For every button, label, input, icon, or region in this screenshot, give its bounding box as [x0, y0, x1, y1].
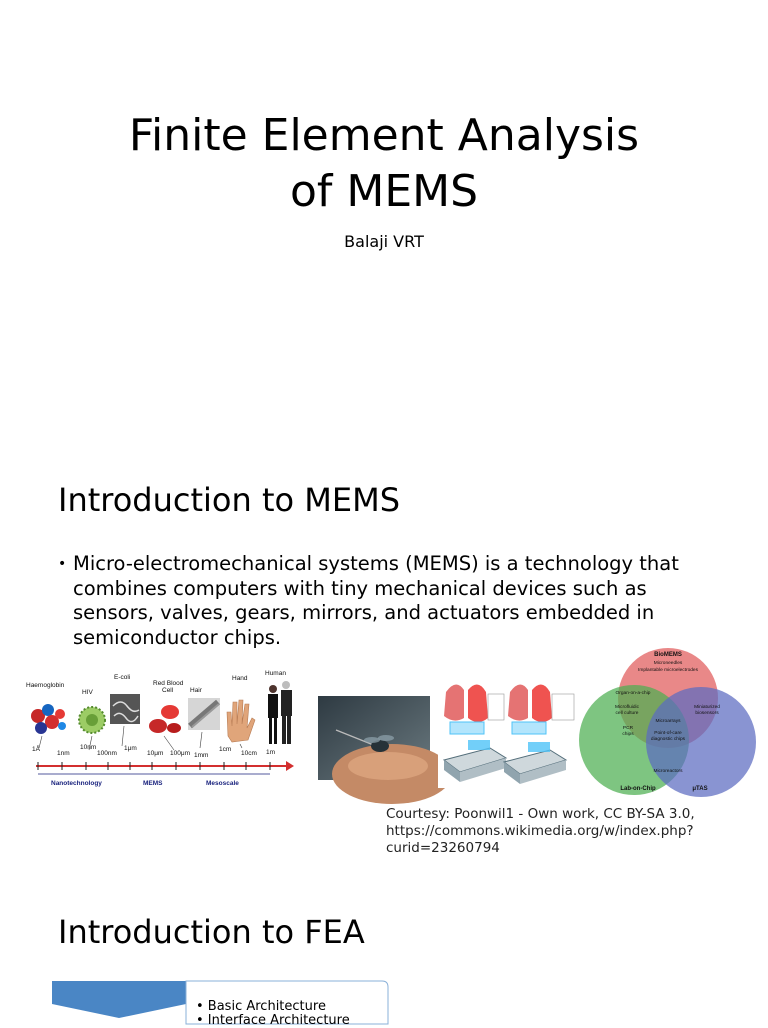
region-mems: MEMS: [143, 780, 163, 787]
tick-1nm: 1nm: [57, 750, 70, 757]
hand-picture: [227, 700, 255, 742]
label-hair: Hair: [190, 687, 202, 694]
venn-circle-utas: [646, 687, 756, 797]
fea-heading: Introduction to FEA: [58, 913, 365, 951]
venn-title-biomems: BioMEMS: [654, 652, 682, 658]
tick-1um: 1μm: [124, 745, 137, 752]
haemoglobin-picture: [31, 704, 66, 734]
fly-on-finger-photo: [318, 696, 430, 780]
venn-item-microneedles: Microneedles: [653, 661, 683, 666]
mems-heading: Introduction to MEMS: [58, 481, 400, 519]
smartart-chevron: [52, 981, 186, 1018]
scale-axis: [36, 761, 294, 774]
venn-item-microfluidic: Microfluidic: [615, 705, 639, 710]
rbc-picture: [149, 705, 181, 733]
tick-1m: 1m: [266, 749, 276, 756]
biomems-venn-diagram: [578, 646, 758, 798]
venn-item-pcr: PCR: [622, 726, 634, 731]
venn-item-miniaturized: Miniaturized: [694, 705, 720, 710]
title: [40, 108, 728, 220]
tick-10um: 10μm: [147, 750, 164, 757]
fea-item-interface: • Interface Architecture: [196, 1013, 350, 1028]
region-mesoscale: Mesoscale: [206, 780, 239, 787]
tick-100nm: 100nm: [97, 750, 117, 757]
label-ecoli: E-coli: [114, 674, 131, 681]
size-scale-figure: [24, 666, 310, 792]
caption-line-2: https://commons.wikimedia.org/w/index.php?: [386, 823, 694, 839]
venn-title-utas: μTAS: [692, 786, 708, 792]
venn-item-implantable: Implantable microelectrodes: [638, 668, 698, 673]
tick-1a: 1Å: [32, 746, 40, 753]
title-line-1: Finite Element Analysis: [128, 110, 640, 161]
label-hiv: HIV: [82, 689, 93, 696]
venn-item-diagnostic-chips: diagnostic chips: [650, 737, 686, 742]
hiv-picture: [79, 707, 105, 733]
label-human: Human: [265, 670, 286, 677]
region-nanotechnology: Nanotechnology: [51, 780, 102, 787]
fea-item-basic: • Basic Architecture: [196, 999, 326, 1014]
venn-item-organ-on-chip: Organ-on-a-chip: [615, 691, 651, 696]
label-rbc-2: Cell: [162, 687, 174, 694]
venn-item-microreactors: Microreactors: [653, 769, 683, 774]
author: Balaji VRT: [344, 232, 424, 251]
tick-100um: 100μm: [170, 750, 191, 757]
bullet-dot: •: [58, 556, 67, 572]
venn-item-cell-culture: cell culture: [615, 711, 639, 716]
lung-on-chip-figure: [438, 670, 578, 788]
venn-item-biosensors: biosensors: [695, 711, 719, 716]
tick-1cm: 1cm: [219, 746, 232, 753]
label-hand: Hand: [232, 675, 248, 682]
venn-item-chips: chips: [622, 732, 634, 737]
bullet-text: Micro-electromechanical systems (MEMS) is a technology that combines computers with tiny mechanical devices such as sensors, valves, gears, mirrors, and actuators embedded in semiconductor chips.: [73, 552, 679, 649]
hair-picture: [188, 698, 220, 730]
image-caption: [386, 806, 746, 857]
venn-title-lab-on-chip: Lab-on-Chip: [620, 786, 656, 792]
label-rbc-1: Red Blood: [153, 680, 184, 687]
tick-10cm: 10cm: [241, 750, 257, 757]
venn-item-microarrays: Microarrays: [655, 719, 681, 724]
caption-line-3: curid=23260794: [386, 840, 500, 856]
venn-item-point-of-care: Point-of-care: [654, 731, 682, 736]
human-picture: [268, 681, 292, 744]
tick-10nm: 10nm: [80, 744, 97, 751]
title-line-2: of MEMS: [289, 166, 479, 217]
caption-line-1: Courtesy: Poonwil1 - Own work, CC BY-SA 3.0,: [386, 806, 695, 822]
label-haemoglobin: Haemoglobin: [26, 682, 65, 689]
tick-1mm: 1mm: [194, 752, 209, 759]
